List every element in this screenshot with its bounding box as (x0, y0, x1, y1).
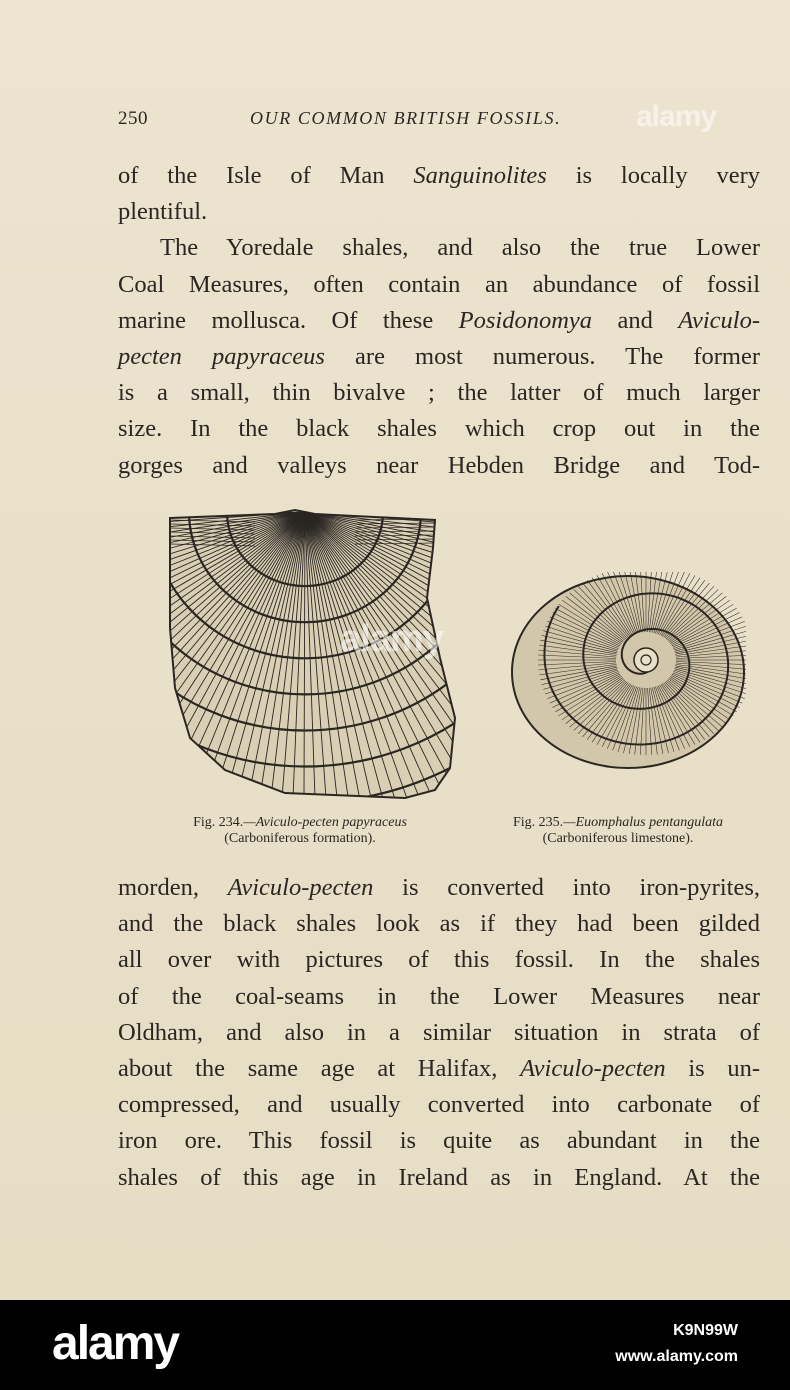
text-run: is a small, thin bivalve ; the latter of much larger (118, 379, 760, 407)
paragraph-block-bottom (118, 870, 760, 1196)
caption-note: (Carboniferous limestone). (542, 831, 694, 846)
text-line (118, 194, 760, 230)
italic-term: pecten papyraceus (118, 342, 325, 370)
figure-caption-235 (468, 815, 768, 847)
text-run: is locally very (546, 162, 760, 189)
text-line (118, 1015, 760, 1051)
text-run: is un- (665, 1054, 760, 1082)
caption-title-line (468, 815, 768, 831)
text-line (118, 303, 760, 339)
italic-term: Aviculo-pecten (520, 1054, 666, 1082)
paragraph-block-top (118, 158, 760, 484)
footer-image-id: K9N99W (673, 1322, 738, 1339)
text-line (118, 375, 760, 411)
italic-term: Sanguinolites (413, 162, 547, 189)
text-run: all over with pictures of this fossil. In the shales (118, 946, 760, 974)
text-run: plentiful. (118, 198, 208, 226)
text-run: size. In the black shales which crop out in the (118, 415, 760, 443)
text-run: Oldham, and also in a similar situation in strata of (118, 1018, 760, 1046)
text-line (118, 411, 760, 447)
text-run: about the same age at Halifax, (118, 1054, 521, 1082)
text-run: compressed, and usually converted into carbonate of (118, 1091, 760, 1119)
text-line (118, 1123, 760, 1159)
text-run: of the Isle of Man (118, 162, 414, 189)
text-run: morden, (118, 874, 228, 901)
text-line (118, 906, 760, 942)
text-line (118, 158, 760, 194)
italic-term: Aviculo-pecten (227, 874, 374, 901)
text-run: of the coal-seams in the Lower Measures near (118, 982, 760, 1010)
running-title: OUR COMMON BRITISH FOSSILS. (250, 108, 562, 128)
italic-term: Posidonomya (458, 306, 593, 334)
text-line (118, 1051, 760, 1087)
text-run: iron ore. This fossil is quite as abundant in the (118, 1127, 760, 1155)
text-run: and (592, 306, 679, 334)
watermark-top: alamy (636, 100, 717, 133)
page-number: 250 (118, 108, 148, 129)
figure-label: Fig. 235. (512, 815, 564, 830)
text-run: is converted into iron-pyrites, (373, 874, 760, 901)
footer-brand: alamy (52, 1317, 179, 1370)
text-line (118, 979, 760, 1015)
text-line (118, 448, 760, 484)
figure-name: —Euomphalus pentangulata (563, 815, 724, 830)
text-run: marine mollusca. Of these (118, 306, 459, 334)
text-run: gorges and valleys near Hebden Bridge and Tod- (118, 451, 760, 479)
text-line (118, 942, 760, 978)
text-run: and the black shales look as if they had been gilded (118, 910, 760, 938)
figure-caption-234 (150, 815, 450, 847)
text-run: are most numerous. The former (324, 342, 761, 370)
text-run: Coal Measures, often contain an abundance of fossil (118, 270, 760, 298)
watermark-footer (0, 1300, 790, 1390)
text-line (118, 339, 760, 375)
text-line (118, 230, 760, 266)
text-run: The Yoredale shales, and also the true Lower (160, 234, 760, 262)
text-line (118, 870, 760, 906)
text-line (118, 1160, 760, 1196)
watermark-middle: alamy (340, 618, 443, 660)
footer-site: www.alamy.com (615, 1348, 738, 1365)
text-line (118, 1087, 760, 1123)
italic-term: Aviculo- (678, 306, 760, 334)
euomphalus-illustration (506, 572, 746, 772)
caption-note: (Carboniferous formation). (224, 831, 376, 846)
text-line (118, 267, 760, 303)
caption-title-line (150, 815, 450, 831)
figure-name: —Aviculo-pecten papyraceus (243, 815, 407, 830)
text-run: shales of this age in Ireland as in England. At the (118, 1163, 760, 1191)
figure-label: Fig. 234. (193, 815, 244, 830)
